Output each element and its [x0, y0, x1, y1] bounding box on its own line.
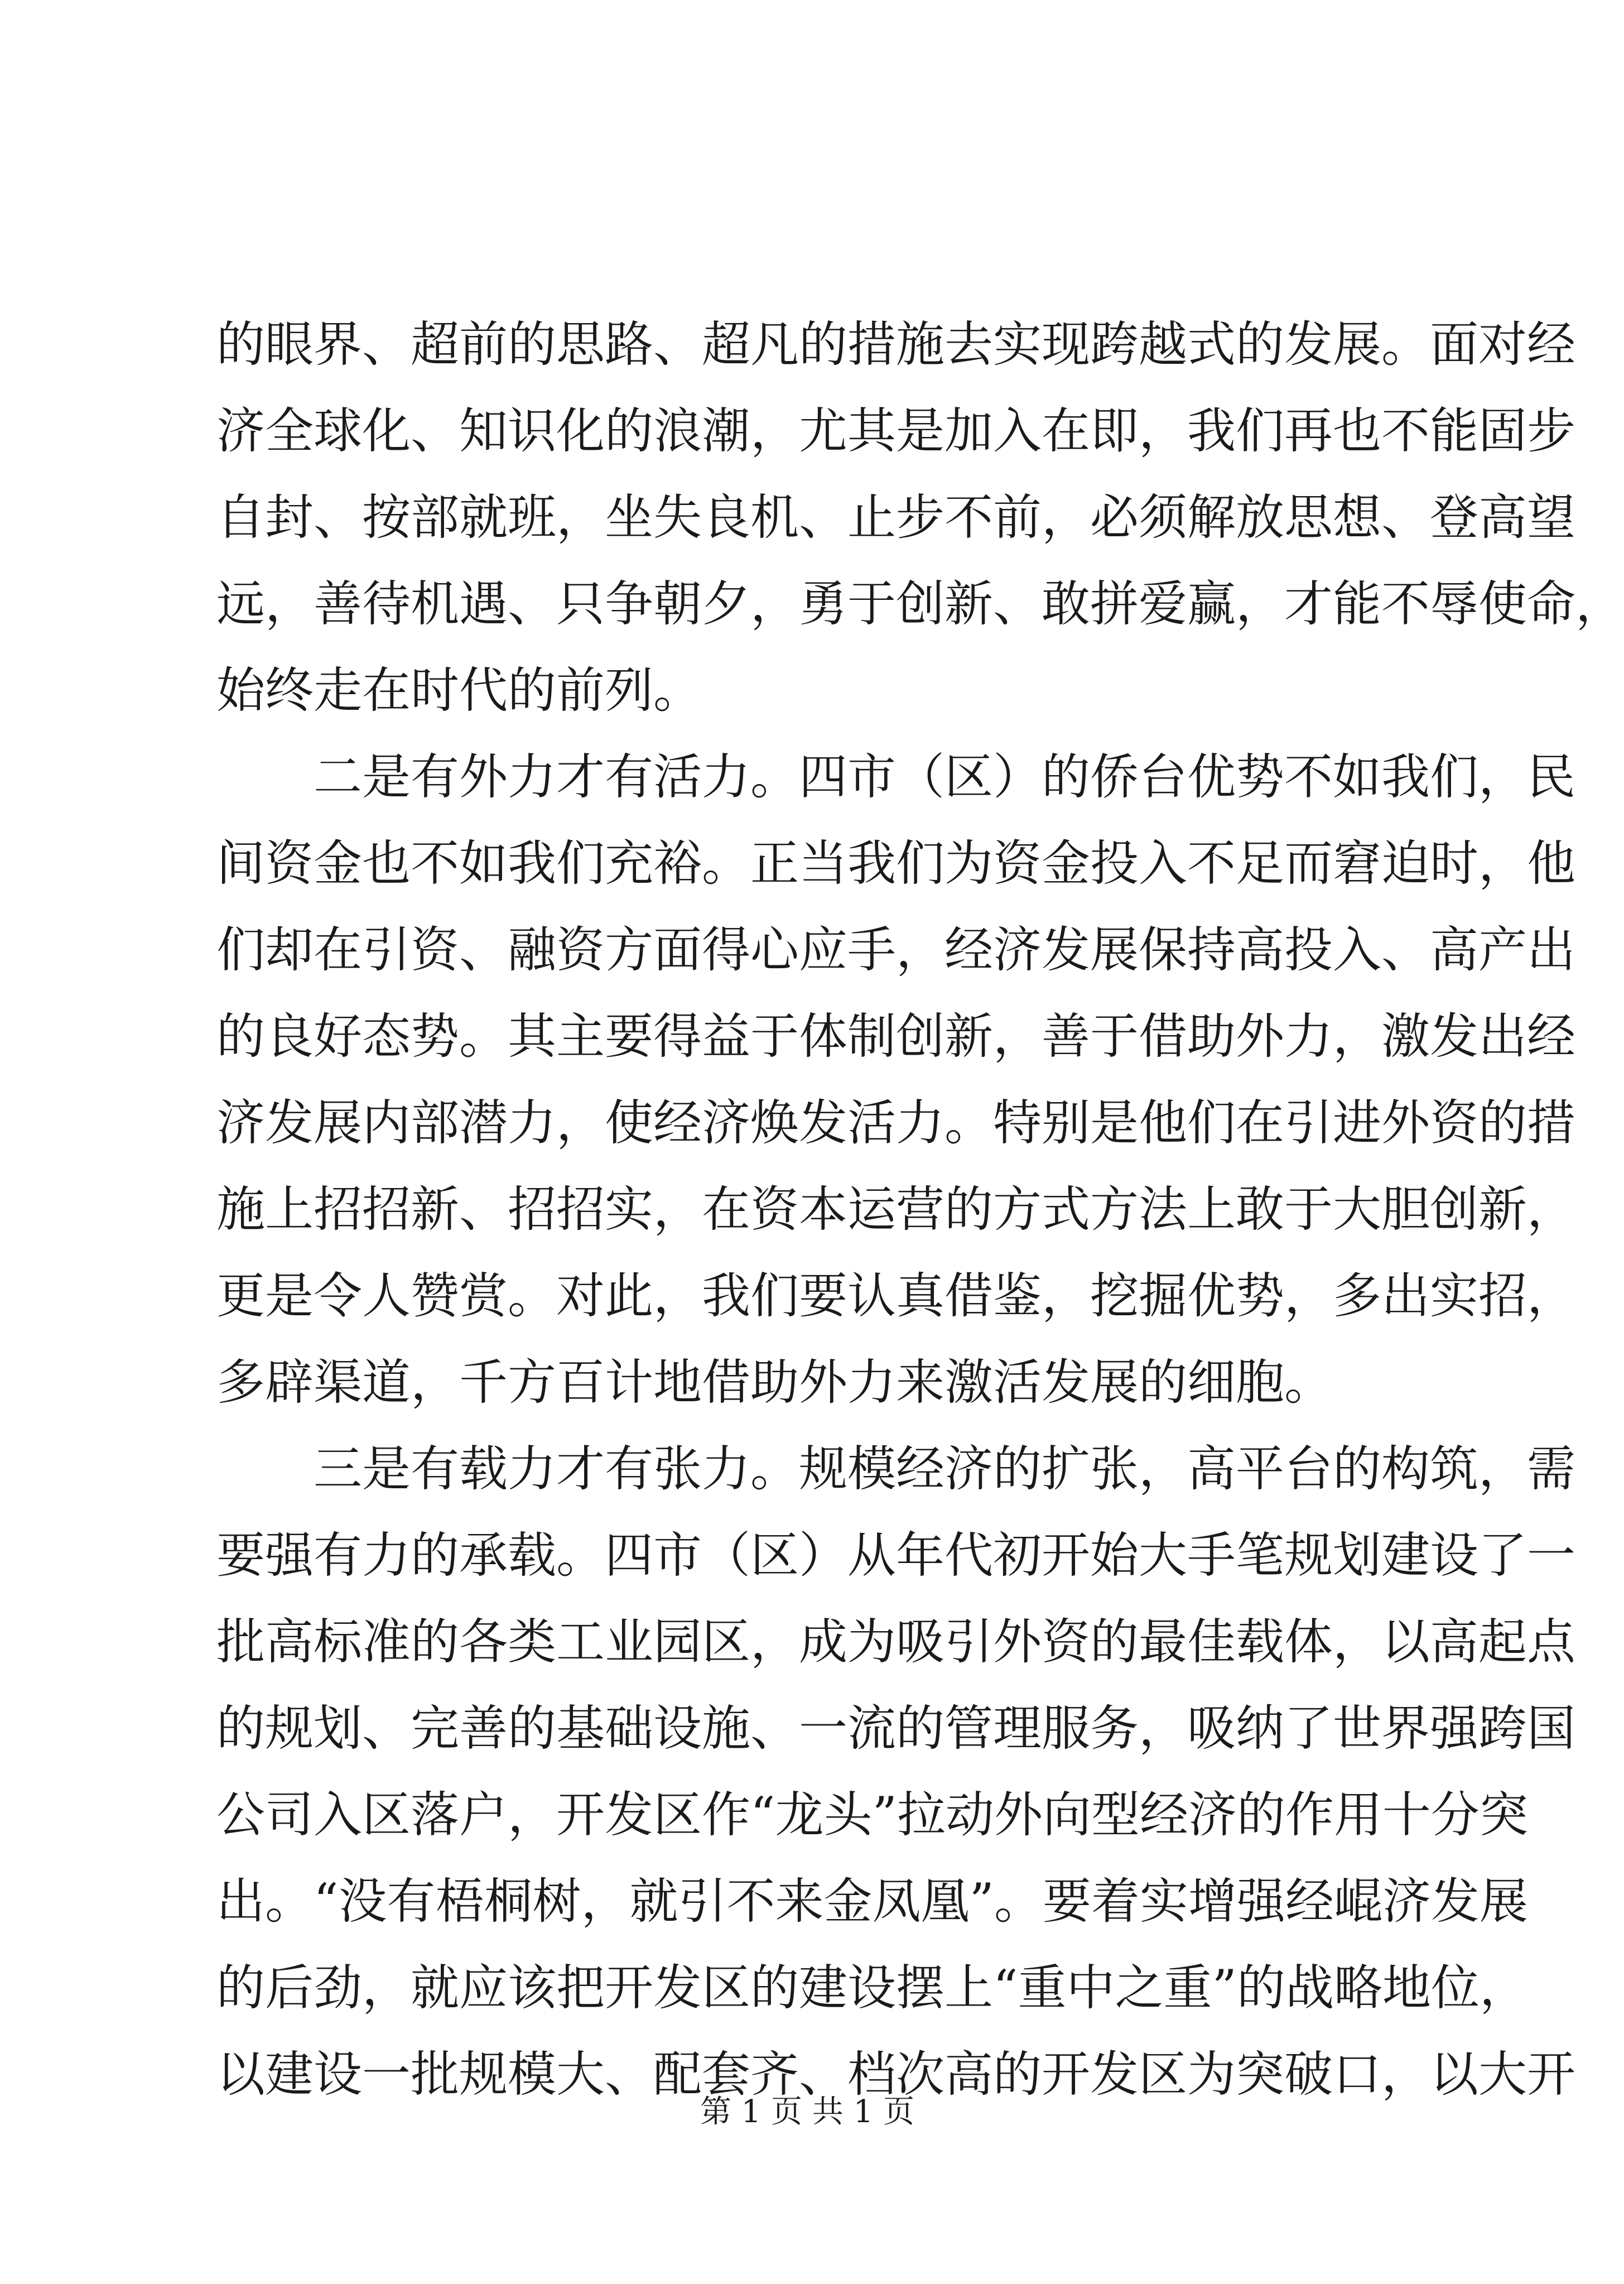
text-line: 济全球化、知识化的浪潮，尤其是加入在即，我们再也不能固步 — [216, 402, 1575, 459]
text-line: 施上招招新、招招实，在资本运营的方式方法上敢于大胆创新， — [216, 1181, 1575, 1238]
text-line: 的良好态势。其主要得益于体制创新，善于借助外力，激发出经 — [216, 1008, 1575, 1065]
text-line: 的眼界、超前的思路、超凡的措施去实现跨越式的发展。面对经 — [216, 316, 1575, 373]
text-line: 的后劲，就应该把开发区的建设摆上“重中之重”的战略地位， — [216, 1959, 1528, 2016]
text-line: 二是有外力才有活力。四市（区）的侨台优势不如我们，民 — [216, 748, 1575, 805]
text-line: 们却在引资、融资方面得心应手，经济发展保持高投入、高产出 — [216, 921, 1575, 978]
text-line: 间资金也不如我们充裕。正当我们为资金投入不足而窘迫时，他 — [216, 835, 1575, 892]
text-line: 三是有载力才有张力。规模经济的扩张，高平台的构筑，需 — [216, 1440, 1575, 1497]
text-line: 公司入区落户，开发区作“龙头”拉动外向型经济的作用十分突 — [216, 1786, 1528, 1843]
text-line: 出。“没有梧桐树，就引不来金凤凰”。要着实增强经崐济发展 — [216, 1873, 1528, 1930]
text-line: 远，善待机遇、只争朝夕，勇于创新、敢拼爱赢，才能不辱使命， — [216, 575, 1624, 632]
document-body — [216, 301, 1624, 2118]
text-line: 要强有力的承载。四市（区）从年代初开始大手笔规划建设了一 — [216, 1527, 1575, 1584]
text-line: 批高标准的各类工业园区，成为吸引外资的最佳载体，以高起点 — [216, 1613, 1575, 1670]
page-footer: 第 1 页 共 1 页 — [700, 2094, 915, 2130]
text-line: 始终走在时代的前列。 — [216, 662, 702, 719]
text-line: 济发展内部潜力，使经济焕发活力。特别是他们在引进外资的措 — [216, 1094, 1575, 1151]
text-line: 以建设一批规模大、配套齐、档次高的开发区为突破口，以大开 — [216, 2046, 1575, 2103]
text-line: 多辟渠道，千方百计地借助外力来激活发展的细胞。 — [216, 1354, 1333, 1411]
text-line: 的规划、完善的基础设施、一流的管理服务，吸纳了世界强跨国 — [216, 1700, 1575, 1757]
text-line: 更是令人赞赏。对此，我们要认真借鉴，挖掘优势，多出实招， — [216, 1267, 1575, 1324]
text-line: 自封、按部就班，坐失良机、止步不前，必须解放思想、登高望 — [216, 489, 1575, 546]
